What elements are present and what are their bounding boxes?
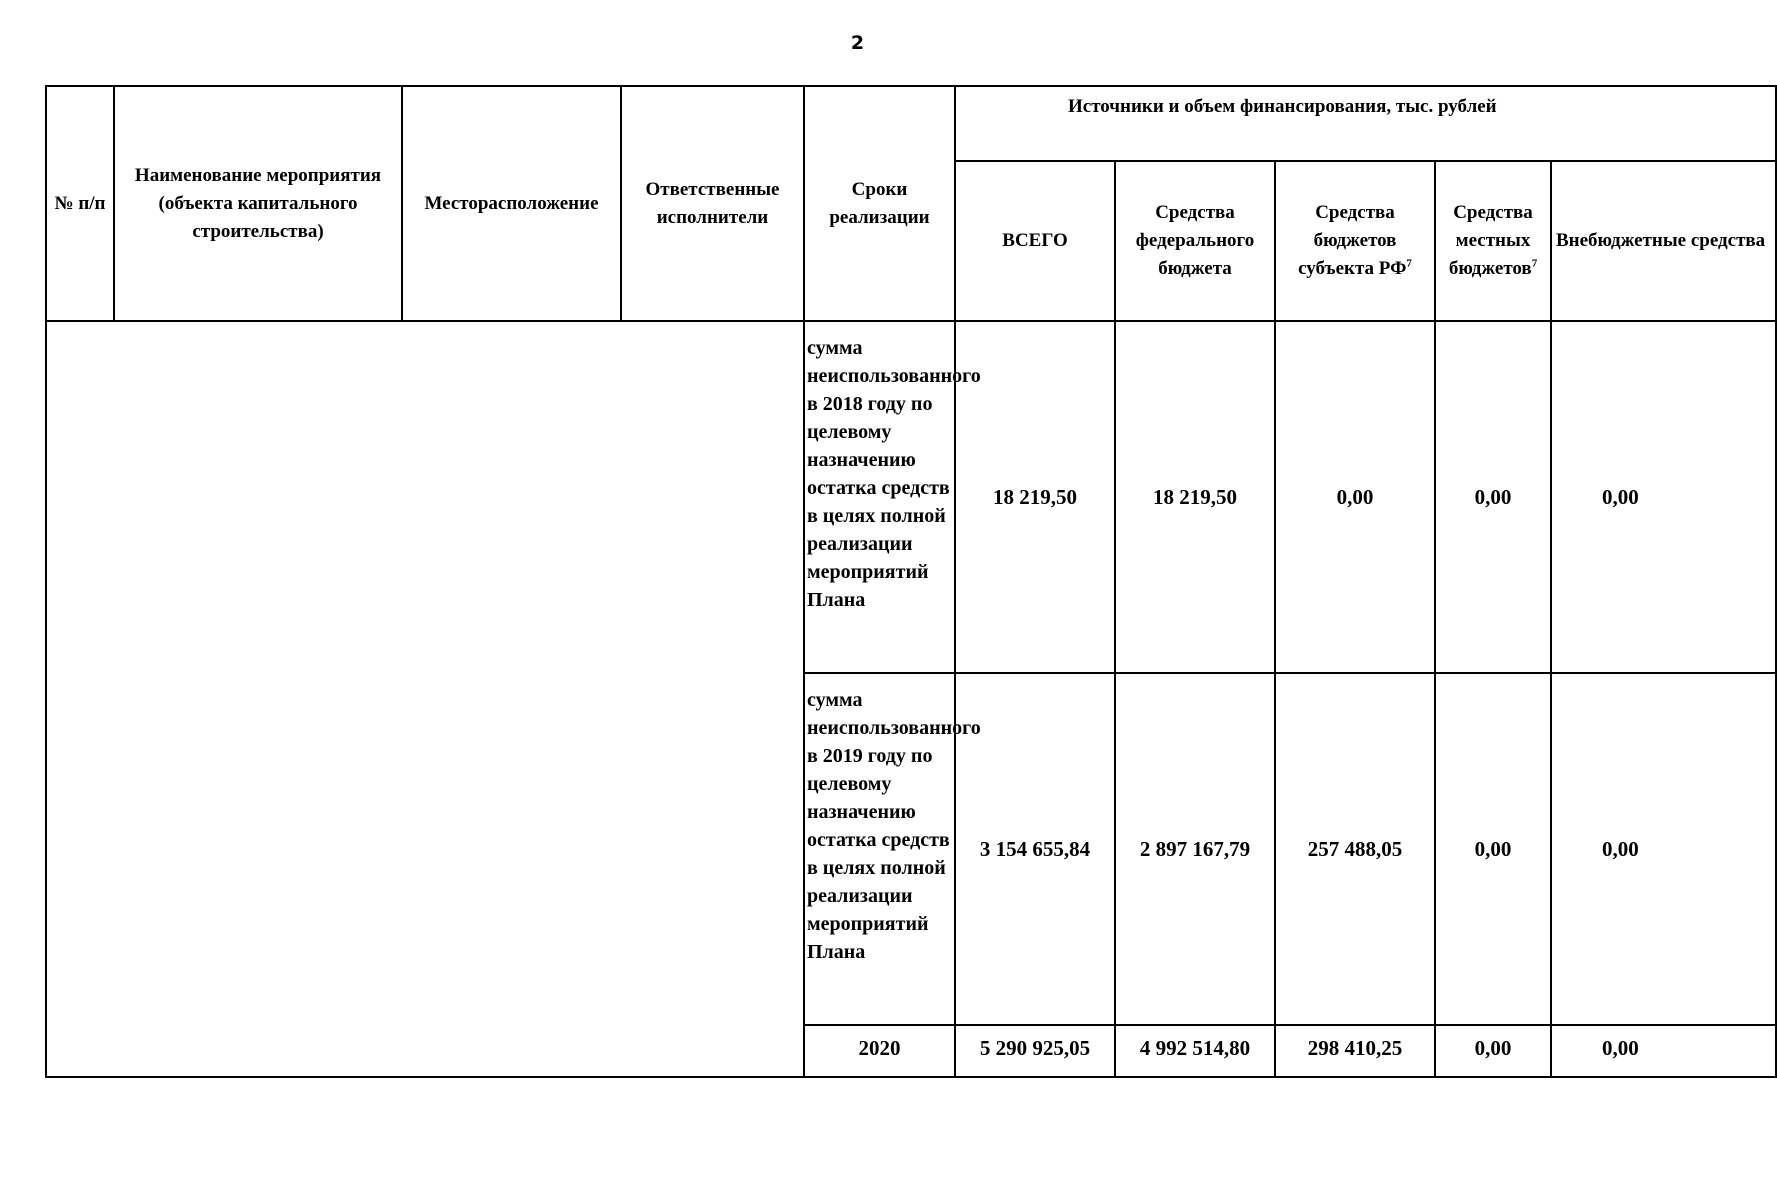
row-term: сумма неиспользованного в 2018 году по целевому назначению остатка средств в целях полной реализации мероприятий Плана <box>804 321 955 673</box>
header-federal: Средства федерального бюджета <box>1115 161 1275 321</box>
merged-empty-cell <box>46 321 804 1077</box>
header-funding-group: Источники и объем финансирования, тыс. рублей <box>955 86 1776 161</box>
header-subject-text: Средства бюджетов субъекта РФ <box>1298 202 1407 279</box>
header-local <box>1435 161 1551 321</box>
row-extra: 0,00 <box>1551 1025 1776 1077</box>
row-extra: 0,00 <box>1551 321 1776 673</box>
header-num: № п/п <box>46 86 114 321</box>
row-federal: 4 992 514,80 <box>1115 1025 1275 1077</box>
row-subject: 0,00 <box>1275 321 1435 673</box>
header-location: Месторасположение <box>402 86 621 321</box>
header-subject-note: 7 <box>1406 257 1412 270</box>
row-local: 0,00 <box>1435 321 1551 673</box>
header-responsible: Ответственные исполнители <box>621 86 804 321</box>
header-extra: Внебюджетные средства <box>1551 161 1776 321</box>
funding-table-wrapper <box>45 85 1766 1078</box>
row-subject: 257 488,05 <box>1275 673 1435 1025</box>
row-total: 18 219,50 <box>955 321 1115 673</box>
page-number: 2 <box>850 32 865 54</box>
header-local-note: 7 <box>1531 257 1538 270</box>
header-terms: Сроки реализации <box>804 86 955 321</box>
header-local-text: Средства местных бюджетов <box>1448 202 1533 279</box>
row-federal: 2 897 167,79 <box>1115 673 1275 1025</box>
row-term: сумма неиспользованного в 2019 году по целевому назначению остатка средств в целях полной реализации мероприятий Плана <box>804 673 955 1025</box>
row-local: 0,00 <box>1435 1025 1551 1077</box>
row-extra: 0,00 <box>1551 673 1776 1025</box>
header-row-1 <box>46 86 1776 161</box>
row-term: 2020 <box>804 1025 955 1077</box>
row-federal: 18 219,50 <box>1115 321 1275 673</box>
funding-table <box>45 85 1777 1078</box>
row-subject: 298 410,25 <box>1275 1025 1435 1077</box>
row-total: 5 290 925,05 <box>955 1025 1115 1077</box>
table-row <box>46 321 1776 673</box>
header-name: Наименование мероприятия (объекта капитального строительства) <box>114 86 402 321</box>
header-total: ВСЕГО <box>955 161 1115 321</box>
header-subject <box>1275 161 1435 321</box>
row-local: 0,00 <box>1435 673 1551 1025</box>
row-total: 3 154 655,84 <box>955 673 1115 1025</box>
